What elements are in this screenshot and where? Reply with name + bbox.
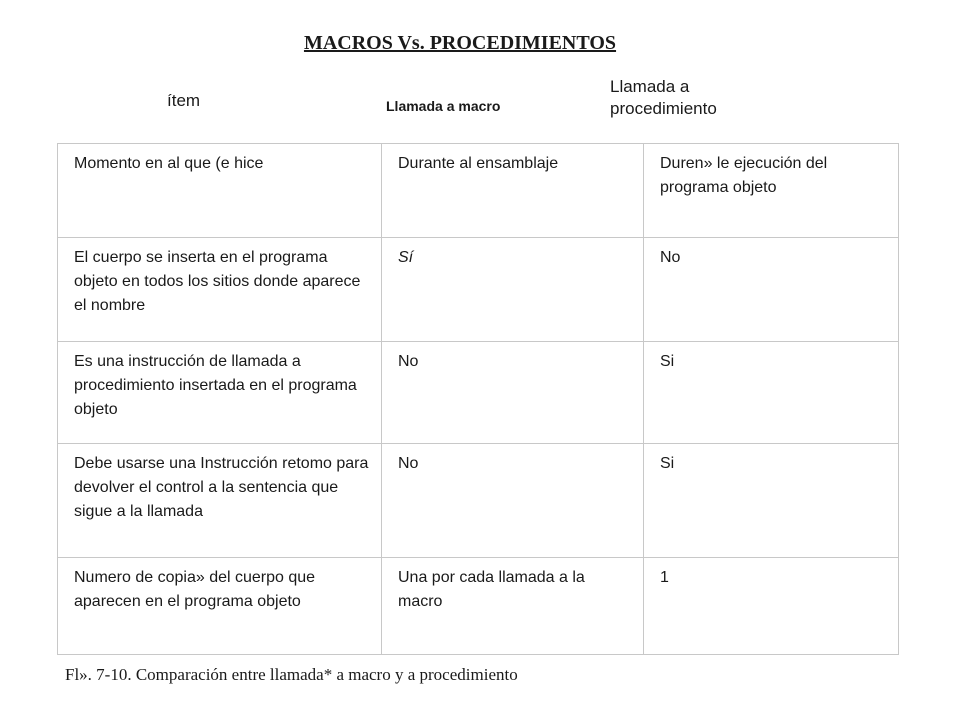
cell-procedure: 1 <box>644 558 899 655</box>
cell-item: Es una instrucción de llamada a procedimiento insertada en el programa objeto <box>58 342 382 444</box>
table-row <box>58 558 899 655</box>
column-header-item: ítem <box>167 91 201 110</box>
table-row <box>58 144 899 238</box>
cell-macro: No <box>382 342 644 444</box>
table-row <box>58 342 899 444</box>
cell-macro: Sí <box>382 238 644 342</box>
cell-procedure: Duren» le ejecución del programa objeto <box>644 144 899 238</box>
comparison-table <box>57 143 899 655</box>
table-row <box>58 238 899 342</box>
cell-procedure: No <box>644 238 899 342</box>
column-header-procedure: Llamada a procedimiento <box>610 77 717 118</box>
cell-procedure: Si <box>644 342 899 444</box>
cell-macro: Una por cada llamada a la macro <box>382 558 644 655</box>
cell-macro: No <box>382 444 644 558</box>
cell-procedure: Si <box>644 444 899 558</box>
column-header-macro: Llamada a macro <box>386 98 501 114</box>
cell-item: Momento en al que (e hice <box>58 144 382 238</box>
cell-macro: Durante al ensamblaje <box>382 144 644 238</box>
figure-caption: Fl». 7-10. Comparación entre llamada* a macro y a procedimiento <box>65 665 518 684</box>
cell-item: Numero de copia» del cuerpo que aparecen en el programa objeto <box>58 558 382 655</box>
cell-item: El cuerpo se inserta en el programa objeto en todos los sitios donde aparece el nombre <box>58 238 382 342</box>
cell-item: Debe usarse una Instrucción retomo para devolver el control a la sentencia que sigue a la llamada <box>58 444 382 558</box>
page-title: MACROS Vs. PROCEDIMIENTOS <box>303 32 617 54</box>
table-row <box>58 444 899 558</box>
